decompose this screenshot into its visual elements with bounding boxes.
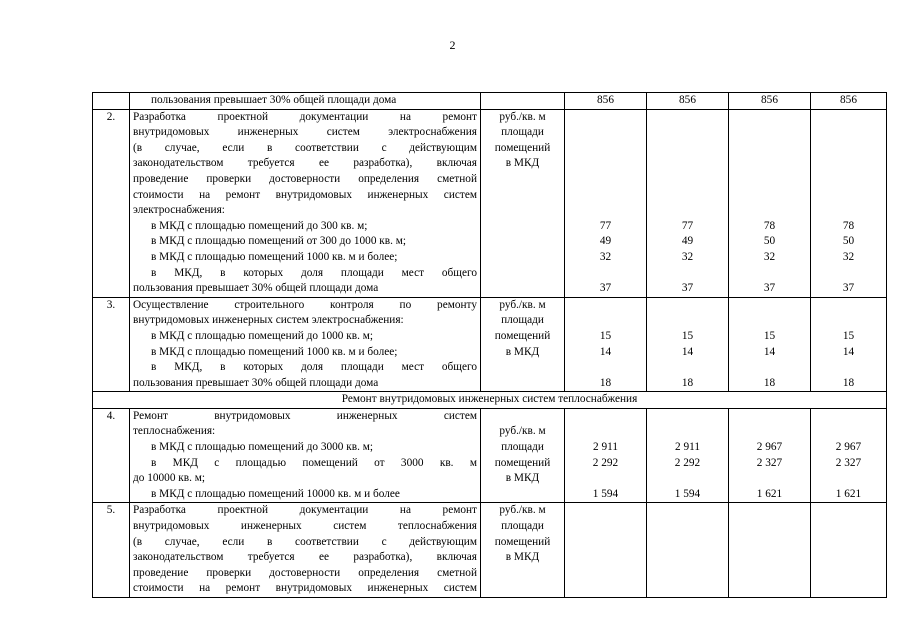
value-line: 32 bbox=[681, 250, 694, 263]
value-line: 18 bbox=[681, 376, 694, 389]
value-line: 77 bbox=[599, 219, 612, 232]
value-line: 14 bbox=[763, 345, 776, 358]
value-line: 32 bbox=[599, 250, 612, 263]
row-number-cell bbox=[93, 297, 130, 392]
row-number-cell bbox=[93, 408, 130, 503]
value-line: 856 bbox=[761, 94, 778, 106]
title-line: проведение проверки достоверности определения сметной bbox=[133, 172, 477, 185]
unit-line: руб./кв. м bbox=[499, 298, 546, 311]
title-line: внутридомовых инженерных систем электроснабжения bbox=[133, 126, 477, 139]
unit-line: руб./кв. м bbox=[499, 110, 546, 123]
value-cell bbox=[565, 109, 647, 297]
title-line: внутридомовых инженерных систем теплоснабжения bbox=[133, 520, 477, 533]
row-number-cell bbox=[93, 109, 130, 297]
description-cell bbox=[130, 503, 481, 598]
value-line: 1 594 bbox=[592, 487, 619, 500]
value-cell bbox=[811, 109, 887, 297]
title-line: (в случае, если в соответствии с действующим bbox=[133, 535, 477, 548]
row-number: 5. bbox=[106, 504, 116, 517]
value-cell bbox=[565, 408, 647, 503]
tariff-table bbox=[92, 92, 887, 598]
value-line: 37 bbox=[599, 282, 612, 295]
value-line: 856 bbox=[840, 94, 857, 106]
unit-line: площади bbox=[501, 314, 544, 327]
unit-cell bbox=[481, 109, 565, 297]
item-line: в МКД с площадью помещений 1000 кв. м и более; bbox=[151, 250, 398, 263]
row-number-cell bbox=[93, 93, 130, 110]
unit-line: помещений bbox=[494, 141, 551, 154]
item-line: пользования превышает 30% общей площади дома bbox=[133, 376, 379, 389]
value-line: 2 967 bbox=[835, 441, 862, 454]
table-row-continuation bbox=[93, 93, 887, 110]
value-line: 2 327 bbox=[756, 456, 783, 469]
value-line: 2 911 bbox=[593, 441, 618, 454]
unit-line: в МКД bbox=[505, 472, 540, 485]
unit-cell bbox=[481, 297, 565, 392]
unit-line: руб./кв. м bbox=[499, 504, 546, 517]
value-line: 78 bbox=[842, 219, 855, 232]
unit-line: помещений bbox=[494, 535, 551, 548]
section-heading bbox=[93, 392, 887, 409]
value-line: 50 bbox=[842, 235, 855, 248]
value-cell bbox=[811, 503, 887, 598]
value-line: 37 bbox=[763, 282, 776, 295]
value-cell bbox=[565, 93, 647, 110]
value-cell bbox=[565, 503, 647, 598]
value-line: 1 621 bbox=[756, 487, 783, 500]
value-line: 14 bbox=[599, 345, 612, 358]
unit-line: в МКД bbox=[505, 157, 540, 170]
row-number: 3. bbox=[106, 298, 116, 311]
value-line: 37 bbox=[681, 282, 694, 295]
unit-cell bbox=[481, 93, 565, 110]
section-row bbox=[93, 392, 887, 409]
table-row-2 bbox=[93, 109, 887, 297]
value-cell bbox=[729, 297, 811, 392]
description-cell bbox=[130, 109, 481, 297]
value-line: 18 bbox=[842, 376, 855, 389]
title-line: электроснабжения: bbox=[133, 204, 225, 217]
value-line: 14 bbox=[842, 345, 855, 358]
section-heading-text: Ремонт внутридомовых инженерных систем теплоснабжения bbox=[341, 393, 638, 406]
value-cell bbox=[647, 408, 729, 503]
value-line: 50 bbox=[763, 235, 776, 248]
item-line: в МКД с площадью помещений от 3000 кв. м bbox=[151, 456, 477, 469]
item-line: в МКД с площадью помещений 10000 кв. м и более bbox=[151, 487, 400, 500]
value-cell bbox=[647, 109, 729, 297]
unit-line: руб./кв. м bbox=[499, 425, 546, 438]
value-cell bbox=[811, 93, 887, 110]
value-line: 32 bbox=[763, 250, 776, 263]
value-cell bbox=[647, 93, 729, 110]
value-line: 1 594 bbox=[674, 487, 701, 500]
value-line: 2 327 bbox=[835, 456, 862, 469]
value-line: 856 bbox=[597, 94, 614, 106]
unit-line: помещений bbox=[494, 329, 551, 342]
item-line: в МКД с площадью помещений 1000 кв. м и более; bbox=[151, 345, 398, 358]
value-cell bbox=[811, 297, 887, 392]
table-row-5 bbox=[93, 503, 887, 598]
value-line: 18 bbox=[763, 376, 776, 389]
title-line: законодательством требуется ее разработка), включая bbox=[133, 157, 477, 170]
item-line: в МКД с площадью помещений до 1000 кв. м; bbox=[151, 329, 374, 342]
item-line: в МКД, в которых доля площади мест общего bbox=[151, 266, 477, 279]
unit-line: площади bbox=[501, 441, 544, 454]
title-line: стоимости на ремонт внутридомовых инженерных систем bbox=[133, 188, 477, 201]
item-line: в МКД, в которых доля площади мест общего bbox=[151, 361, 477, 374]
value-cell bbox=[729, 93, 811, 110]
item-line: до 10000 кв. м; bbox=[133, 472, 206, 485]
row-number-cell bbox=[93, 503, 130, 598]
value-cell bbox=[647, 503, 729, 598]
value-line: 32 bbox=[842, 250, 855, 263]
value-line: 2 911 bbox=[675, 441, 700, 454]
title-line: внутридомовых инженерных систем электроснабжения: bbox=[133, 314, 404, 327]
value-cell bbox=[729, 408, 811, 503]
title-line: (в случае, если в соответствии с действующим bbox=[133, 141, 477, 154]
title-line: Осуществление строительного контроля по ремонту bbox=[133, 298, 477, 311]
value-line: 2 292 bbox=[592, 456, 619, 469]
value-line: 1 621 bbox=[835, 487, 862, 500]
value-line: 2 292 bbox=[674, 456, 701, 469]
value-line: 2 967 bbox=[756, 441, 783, 454]
value-cell bbox=[647, 297, 729, 392]
row-number: 2. bbox=[106, 110, 116, 123]
description-cell bbox=[130, 297, 481, 392]
value-line: 15 bbox=[763, 329, 776, 342]
item-line: в МКД с площадью помещений от 300 до 1000 кв. м; bbox=[151, 235, 407, 248]
item-line: пользования превышает 30% общей площади дома bbox=[133, 282, 379, 295]
value-line: 37 bbox=[842, 282, 855, 295]
value-cell bbox=[565, 297, 647, 392]
unit-line: площади bbox=[501, 520, 544, 533]
value-line: 49 bbox=[599, 235, 612, 248]
value-line: 15 bbox=[842, 329, 855, 342]
value-line: 18 bbox=[599, 376, 612, 389]
item-line: в МКД с площадью помещений до 3000 кв. м; bbox=[151, 441, 374, 454]
value-line: 78 bbox=[763, 219, 776, 232]
value-cell bbox=[729, 109, 811, 297]
value-cell bbox=[811, 408, 887, 503]
unit-cell bbox=[481, 503, 565, 598]
item-line: в МКД с площадью помещений до 300 кв. м; bbox=[151, 219, 368, 232]
unit-line: площади bbox=[501, 126, 544, 139]
title-line: законодательством требуется ее разработка), включая bbox=[133, 551, 477, 564]
title-line: теплоснабжения: bbox=[133, 425, 216, 438]
row-number: 4. bbox=[106, 409, 116, 422]
unit-line: помещений bbox=[494, 456, 551, 469]
value-line: 15 bbox=[599, 329, 612, 342]
title-line: Ремонт внутридомовых инженерных систем bbox=[133, 409, 477, 422]
value-line: 856 bbox=[679, 94, 696, 106]
unit-line: в МКД bbox=[505, 345, 540, 358]
value-line: 15 bbox=[681, 329, 694, 342]
unit-cell bbox=[481, 408, 565, 503]
title-line: Разработка проектной документации на ремонт bbox=[133, 504, 477, 517]
title-line: стоимости на ремонт внутридомовых инженерных систем bbox=[133, 582, 477, 595]
title-line: Разработка проектной документации на ремонт bbox=[133, 110, 477, 123]
value-line: 14 bbox=[681, 345, 694, 358]
value-line: 77 bbox=[681, 219, 694, 232]
title-line: проведение проверки достоверности определения сметной bbox=[133, 566, 477, 579]
table-row-3 bbox=[93, 297, 887, 392]
value-cell bbox=[729, 503, 811, 598]
page-number: 2 bbox=[449, 38, 456, 52]
description-cell bbox=[130, 408, 481, 503]
value-line: 49 bbox=[681, 235, 694, 248]
unit-line: в МКД bbox=[505, 551, 540, 564]
description-cell bbox=[130, 93, 481, 110]
description-line: пользования превышает 30% общей площади дома bbox=[151, 94, 397, 106]
table-row-4 bbox=[93, 408, 887, 503]
